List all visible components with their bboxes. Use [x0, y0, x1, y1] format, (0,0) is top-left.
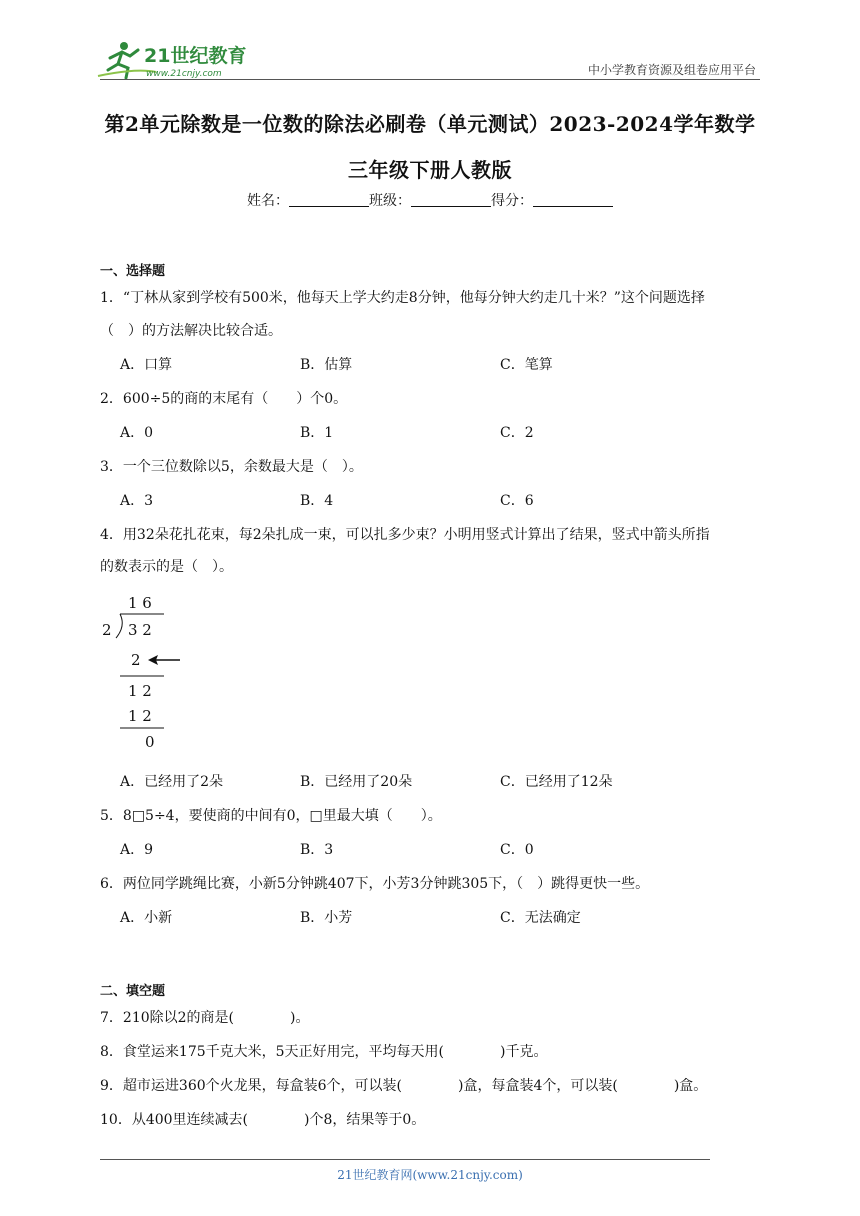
q1-option-c[interactable]: C．笔算	[500, 357, 553, 373]
header-divider	[100, 79, 760, 80]
logo	[96, 38, 266, 82]
q5-option-b[interactable]: B．3	[300, 842, 334, 858]
q6-option-a[interactable]: A．小新	[120, 910, 173, 926]
q5-text: 5．8□5÷4，要使商的中间有0，□里最大填（ ）。	[100, 808, 442, 824]
name-blank[interactable]	[289, 192, 369, 207]
q7-text: 7．210除以2的商是( )。	[100, 1010, 310, 1026]
q4-option-c[interactable]: C．已经用了12朵	[500, 774, 613, 790]
section-fill-heading: 二、填空题	[100, 984, 166, 999]
q3-option-a[interactable]: A．3	[120, 493, 154, 509]
logo-url: www.21cnjy.com	[146, 69, 222, 79]
footer-divider	[100, 1159, 710, 1160]
score-blank[interactable]	[533, 192, 613, 207]
q1-option-b[interactable]: B．估算	[300, 357, 353, 373]
q2-text: 2．600÷5的商的末尾有（ ）个0。	[100, 391, 348, 407]
platform-name: 中小学教育资源及组卷应用平台	[587, 63, 756, 77]
page-title-line1: 第2单元除数是一位数的除法必刷卷（单元测试）2023-2024学年数学	[104, 112, 756, 136]
q6-option-b[interactable]: B．小芳	[300, 910, 353, 926]
division-step2: 1 2	[128, 682, 152, 700]
q10-text: 10．从400里连续减去( )个8，结果等于0。	[100, 1112, 426, 1128]
class-label: 班级：	[369, 193, 411, 209]
q6-option-c[interactable]: C．无法确定	[500, 910, 581, 926]
q1-line1: 1．“丁林从家到学校有500米，他每天上学大约走8分钟，他每分钟大约走几十米？”这个问题选择	[100, 290, 705, 306]
q1-line2: （ ）的方法解决比较合适。	[100, 323, 282, 339]
q3-option-b[interactable]: B．4	[300, 493, 334, 509]
division-step1: 2	[131, 651, 141, 669]
q8-text: 8．食堂运来175千克大米，5天正好用完，平均每天用( )千克。	[100, 1044, 548, 1060]
footer-link[interactable]: 21世纪教育网(www.21cnjy.com)	[337, 1168, 523, 1182]
q2-option-a[interactable]: A．0	[120, 425, 154, 441]
q1-option-a[interactable]: A．口算	[120, 357, 173, 373]
name-label: 姓名：	[247, 193, 289, 209]
long-division-figure	[98, 588, 198, 757]
class-blank[interactable]	[411, 192, 491, 207]
division-step3: 1 2	[128, 707, 152, 725]
q2-option-c[interactable]: C．2	[500, 425, 534, 441]
division-divisor: 2	[102, 621, 112, 639]
score-label: 得分：	[491, 193, 533, 209]
q5-option-c[interactable]: C．0	[500, 842, 534, 858]
q3-option-c[interactable]: C．6	[500, 493, 534, 509]
q6-text: 6．两位同学跳绳比赛，小新5分钟跳407下，小芳3分钟跳305下，（ ）跳得更快一些。	[100, 876, 650, 892]
q4-line1: 4．用32朵花扎花束，每2朵扎成一束，可以扎多少束？小明用竖式计算出了结果，竖式中箭头所指	[100, 527, 710, 543]
logo-text: 21世纪教育	[144, 45, 247, 67]
division-dividend: 3 2	[128, 621, 152, 639]
q4-line2: 的数表示的是（ ）。	[100, 559, 233, 575]
q4-option-b[interactable]: B．已经用了20朵	[300, 774, 413, 790]
student-info	[0, 190, 860, 210]
q9-text: 9．超市运进360个火龙果，每盒装6个，可以装( )盒，每盒装4个，可以装( )盒。	[100, 1078, 708, 1094]
division-quotient: 1 6	[128, 594, 152, 612]
section-choice-heading: 一、选择题	[100, 264, 166, 279]
q5-option-a[interactable]: A．9	[120, 842, 154, 858]
q2-option-b[interactable]: B．1	[300, 425, 334, 441]
arrow-left-icon	[148, 655, 180, 665]
q4-option-a[interactable]: A．已经用了2朵	[120, 774, 224, 790]
division-remainder: 0	[145, 733, 155, 751]
page-title-line2: 三年级下册人教版	[348, 158, 512, 182]
division-bracket	[116, 614, 122, 638]
q3-text: 3．一个三位数除以5，余数最大是（ ）。	[100, 459, 363, 475]
